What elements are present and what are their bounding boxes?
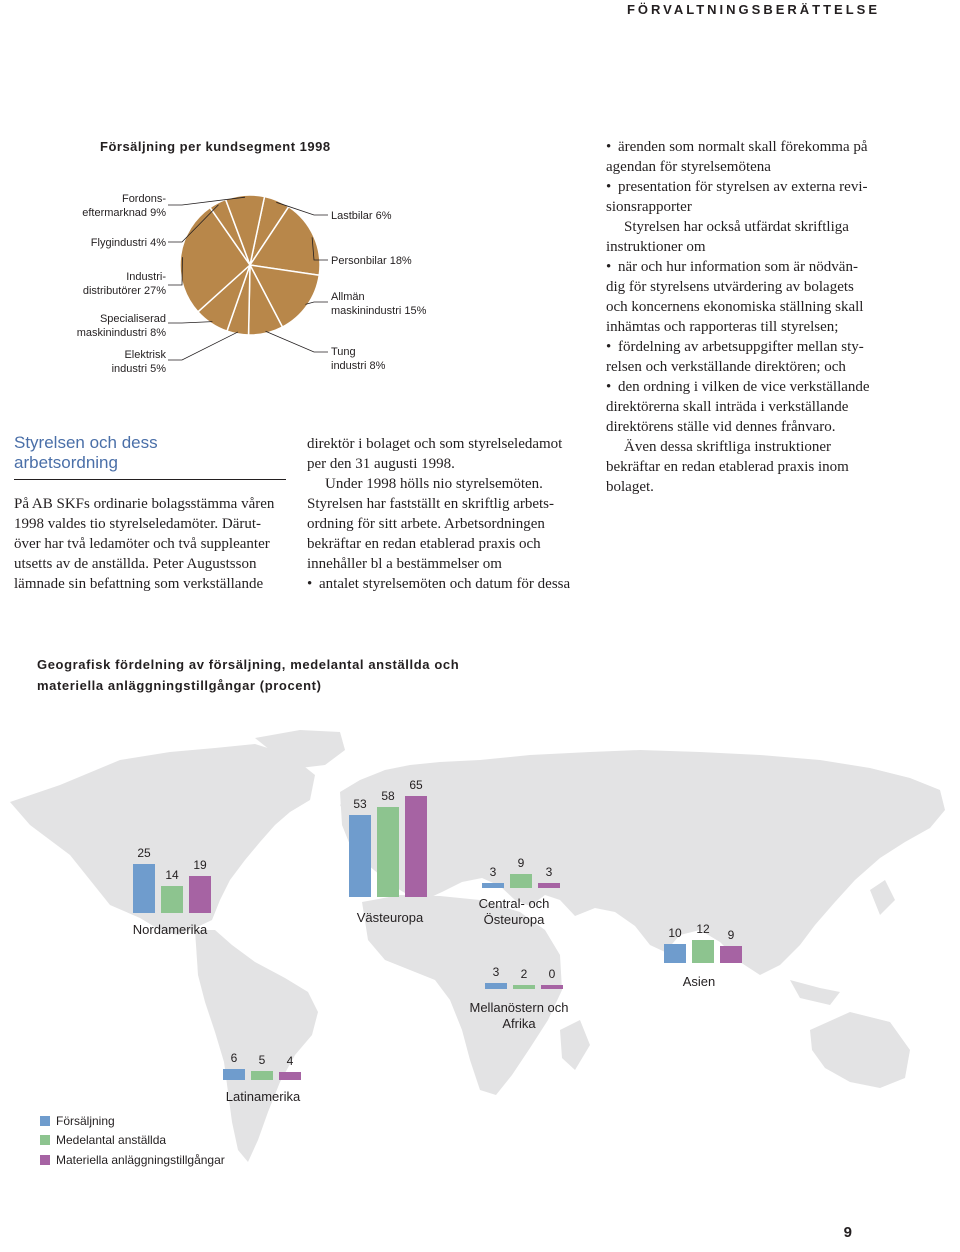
bar-mellanöstern-och-afrika-0 xyxy=(485,983,507,989)
region-label-vasteuropa: Västeuropa xyxy=(356,910,424,925)
bar-nordamerika-0 xyxy=(133,864,155,913)
pie-label-industridistributorer: Industri- distributörer 27% xyxy=(82,271,166,297)
bullet-item: • presentation för styrelsen av externa revi- xyxy=(606,177,906,197)
bar-value-label: 0 xyxy=(548,967,556,981)
bar-value-label: 3 xyxy=(489,865,497,880)
bar-value-label: 65 xyxy=(409,778,423,793)
bullet-item: • fördelning av arbetsuppgifter mellan sty- xyxy=(606,337,906,357)
bar-västeuropa-0 xyxy=(349,815,371,897)
section-heading: Styrelsen och dess arbetsordning xyxy=(14,433,158,472)
bar-value-label: 9 xyxy=(517,856,525,871)
bar-nordamerika-1 xyxy=(161,886,183,913)
pie-label-allman-maskinindustri: Allmän maskinindustri 15% xyxy=(331,291,427,317)
bar-value-label: 5 xyxy=(258,1052,266,1067)
bar-value-label: 10 xyxy=(668,926,682,940)
bar-value-label: 19 xyxy=(193,857,207,872)
bar-nordamerika-2 xyxy=(189,876,211,913)
bullet-item: • ärenden som normalt skall förekomma på xyxy=(606,137,906,157)
bar-value-label: 3 xyxy=(492,965,500,980)
bar-central-och-östeuropa-2 xyxy=(538,883,560,888)
bar-value-label: 4 xyxy=(286,1054,294,1069)
region-label-central-osteuropa: Central- och Östeuropa xyxy=(478,896,550,927)
pie-label-specialiserad: Specialiserad maskinindustri 8% xyxy=(76,313,166,339)
bar-västeuropa-2 xyxy=(405,796,427,897)
bar-value-label: 9 xyxy=(727,927,735,942)
section-header: FÖRVALTNINGSBERÄTTELSE xyxy=(626,2,880,17)
pie-label-elektrisk: Elektrisk industri 5% xyxy=(111,349,166,375)
pie-leader-line xyxy=(168,332,238,360)
world-map-land xyxy=(10,730,945,1162)
map-chart-title: Geografisk fördelning av försäljning, medelantal anställda och materiella anläggningstillgångar (procent) xyxy=(37,657,460,693)
bar-mellanöstern-och-afrika-1 xyxy=(513,985,535,989)
bar-value-label: 53 xyxy=(353,796,367,811)
world-map xyxy=(0,730,960,1190)
bar-central-och-östeuropa-0 xyxy=(482,883,504,888)
bar-latinamerika-0 xyxy=(223,1069,245,1080)
bar-value-label: 12 xyxy=(696,922,710,937)
region-label-nordamerika: Nordamerika xyxy=(132,922,208,937)
bullet-item: • den ordning i vilken de vice verkställande xyxy=(606,377,906,397)
legend-swatch-anstallda xyxy=(40,1135,50,1145)
region-label-mellanostern-afrika: Mellanöstern och Afrika xyxy=(469,1000,569,1031)
bar-value-label: 2 xyxy=(520,967,528,981)
bar-value-label: 14 xyxy=(165,867,179,882)
body-column-1: På AB SKFs ordinarie bolagsstämma våren 1998 valdes tio styrelseledamöter. Därut- över har två ledamöter och två suppleanter utsetts av de anställda. Peter Augustsson lämnade sin befattning som verkställande xyxy=(14,496,275,592)
pie-label-personbilar: Personbilar 18% xyxy=(331,255,412,267)
body-column-2: direktör i bolaget och som styrelseledamot per den 31 augusti 1998. Under 1998 hölls nio styrelsemöten. Styrelsen har fastställt en skriftlig arbets- ordning för sitt arbete. Arbetsordningen bekräftar en redan etablerad praxis och innehåller bl a bestämmelser om • antalet styrelsemöten och datum för dessa xyxy=(307,434,597,594)
legend-label-anstallda: Medelantal anställda xyxy=(56,1133,167,1147)
pie-leader-line xyxy=(168,322,212,323)
pie-label-lastbilar: Lastbilar 6% xyxy=(331,210,392,222)
bar-latinamerika-1 xyxy=(251,1071,273,1081)
legend-label-anlaggningstillgangar: Materiella anläggningstillgångar xyxy=(56,1153,225,1167)
bar-mellanöstern-och-afrika-2 xyxy=(541,985,563,989)
pie-label-fordonseftermarknad: Fordons- eftermarknad 9% xyxy=(82,193,166,219)
bar-value-label: 6 xyxy=(230,1050,238,1065)
legend-swatch-anlaggningstillgangar xyxy=(40,1155,50,1165)
pie-leader-line xyxy=(266,331,328,352)
region-label-latinamerika: Latinamerika xyxy=(225,1089,301,1104)
bar-västeuropa-1 xyxy=(377,807,399,897)
bullet-item: • när och hur information som är nödvän- xyxy=(606,257,906,277)
page-number: 9 xyxy=(843,1224,852,1241)
pie-label-tung-industri: Tung industri 8% xyxy=(331,346,386,372)
pie-label-flygindustri: Flygindustri 4% xyxy=(90,237,166,249)
region-label-asien: Asien xyxy=(682,974,716,989)
bar-latinamerika-2 xyxy=(279,1072,301,1080)
heading-rule xyxy=(14,479,286,480)
bar-value-label: 58 xyxy=(381,789,395,804)
legend-swatch-forsaljning xyxy=(40,1116,50,1126)
bar-value-label: 3 xyxy=(545,865,553,880)
pie-chart-title: Försäljning per kundsegment 1998 xyxy=(100,139,331,154)
body-column-3: • ärenden som normalt skall förekomma på agendan för styrelsemötena • presentation för styrelsen av externa revi- sionsrapporter Styrelsen har också utfärdat skriftliga instruktioner om • när och hur information som är nödvän- dig för styrelsens utvärdering av bolagets och koncernens ekonomiska ställning skall inhämtas och rapporteras till styrelsen; • fördelning av arbetsuppgifter mellan sty- relsen och verkställande direktören; och • den ordning i vilken de vice verkställande direktörerna skall inträda i verkställande direktörens ställe vid dennes frånvaro. Även dessa skriftliga instruktioner bekräftar en redan etablerad praxis inom bolaget. xyxy=(606,137,906,497)
bar-asien-1 xyxy=(692,940,714,963)
bar-asien-0 xyxy=(664,944,686,963)
bar-central-och-östeuropa-1 xyxy=(510,874,532,888)
bar-value-label: 25 xyxy=(137,846,151,861)
bullet-item: • antalet styrelsemöten och datum för dessa xyxy=(307,574,597,594)
bar-asien-2 xyxy=(720,946,742,963)
legend-label-forsaljning: Försäljning xyxy=(56,1114,115,1128)
